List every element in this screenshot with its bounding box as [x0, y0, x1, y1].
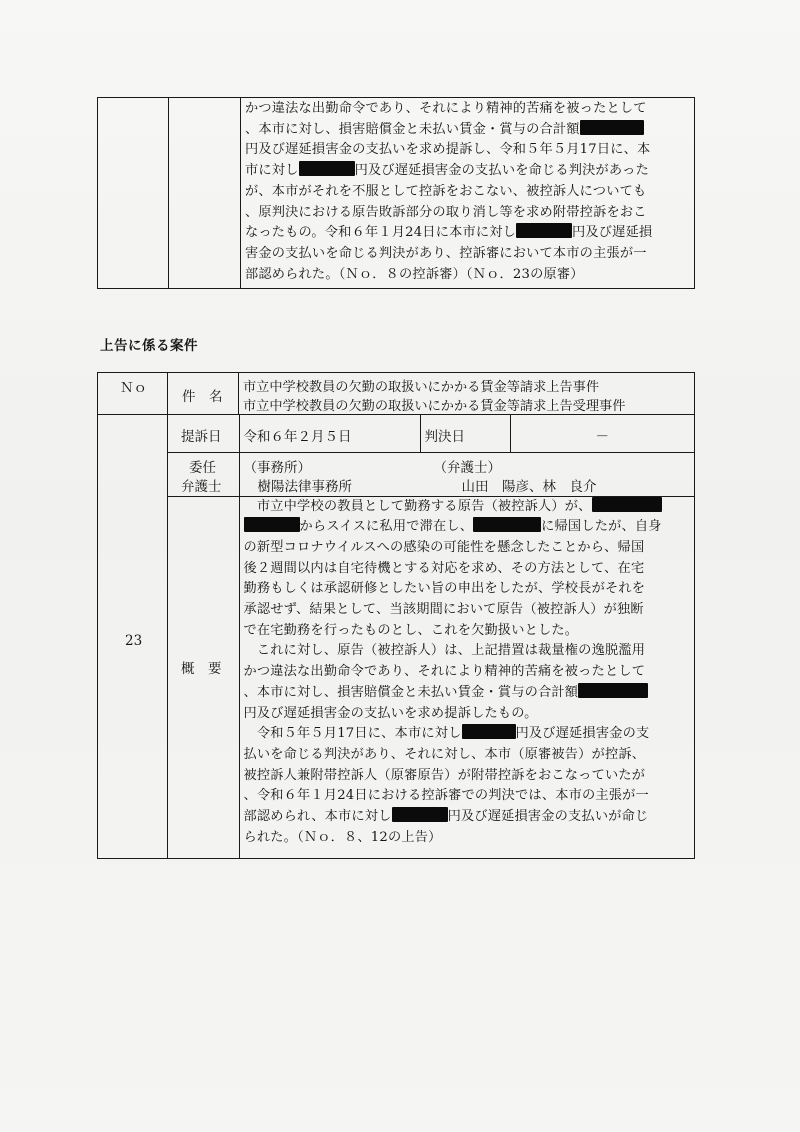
top-summary-line — [245, 265, 584, 286]
judgment-label-cell — [420, 415, 510, 452]
filing-label-cell — [168, 415, 239, 452]
case-no-cell — [98, 415, 168, 859]
summary-text-segment: 円及び遅延損害金の支払いが命じ — [447, 809, 649, 824]
lawyer-label-1: 委任 — [189, 459, 216, 476]
case-summary-line — [244, 497, 662, 518]
redaction-box — [578, 683, 648, 698]
lawyer-cell — [239, 452, 694, 496]
top-summary-line — [245, 203, 647, 224]
case-summary-line — [244, 600, 644, 621]
case-summary-line — [244, 579, 646, 600]
case-name-2: 市立中学校教員の欠勤の取扱いにかかる賃金等請求上告受理事件 — [243, 399, 626, 414]
case-summary-line — [244, 641, 646, 662]
top-summary-line — [245, 244, 647, 265]
top-table — [97, 97, 695, 289]
redaction-box — [516, 223, 572, 238]
case-summary-line — [244, 766, 646, 787]
case-table — [97, 372, 695, 859]
redaction-box — [299, 161, 355, 176]
top-summary-line — [245, 99, 647, 120]
summary-cell — [239, 496, 694, 858]
summary-text-segment: からスイスに私用で滞在し、 — [299, 519, 474, 535]
filing-label: 提訴日 — [181, 429, 222, 445]
summary-text-segment: 勤務もしくは承認研修としたい旨の申出をしたが、学校長がそれを — [243, 581, 646, 597]
summary-label-cell — [168, 496, 239, 858]
summary-text-segment: 払いを命じる判決があり、それに対し、本市（原審被告）が控訴、 — [243, 746, 646, 762]
case-summary-line — [244, 807, 649, 828]
office-name: 樹陽法律事務所 — [257, 478, 352, 495]
summary-text-segment: 、本市に対し、損害賠償金と未払い賃金・賞与の合計額 — [243, 684, 579, 700]
summary-text-segment: 害金の支払いを命じる判決があり、控訴審において本市の主張が一 — [245, 245, 647, 261]
summary-text-segment: 令和５年５月17日に、本市に対し — [243, 726, 462, 742]
summary-text-segment: 、原判決における原告敗訴部分の取り消し等を求め附帯控訴をおこ — [245, 204, 647, 220]
case-name-1: 市立中学校教員の欠勤の取扱いにかかる賃金等請求上告事件 — [243, 380, 600, 395]
case-name-label-cell — [168, 373, 239, 415]
no-header: Ｎｏ — [120, 380, 147, 396]
judgment-date: － — [595, 429, 609, 445]
lawyer-label-2: 弁護士 — [181, 478, 222, 495]
summary-text-segment: 、本市に対し、損害賠償金と未払い賃金・賞与の合計額 — [245, 121, 580, 137]
case-summary-line — [244, 786, 649, 807]
case-summary-line — [244, 559, 645, 580]
summary-text-segment: 円及び遅延損害金の支払いを命じる判決があった — [354, 163, 649, 179]
top-table-summary-cell — [241, 98, 695, 289]
summary-text-segment: られた。（Ｎｏ．８、12の上告） — [243, 829, 442, 845]
section-title: 上告に係る案件 — [100, 338, 198, 354]
summary-text-segment: かつ違法な出勤命令であり、それにより精神的苦痛を被ったとして — [243, 664, 646, 680]
judgment-label: 判決日 — [424, 429, 465, 445]
top-summary-line — [245, 120, 644, 141]
case-summary-line — [244, 828, 442, 849]
case-name-cell — [239, 373, 695, 415]
case-detail-table — [168, 415, 694, 858]
summary-text-segment: 部認められた。（Ｎｏ．８の控訴審）（Ｎｏ．23の原審） — [245, 266, 584, 282]
redaction-box — [473, 517, 541, 532]
lawyer-header: （弁護士） — [433, 459, 501, 476]
summary-text-segment: なったもの。令和６年１月24日に本市に対し — [245, 225, 517, 241]
filing-date-cell — [239, 415, 420, 452]
case-summary-line — [244, 538, 645, 559]
summary-text-segment: 円及び遅延損害金の支払いを求め提訴したもの。 — [243, 705, 538, 721]
case-name-label: 件 名 — [182, 389, 223, 405]
summary-text-segment: かつ違法な出勤命令であり、それにより精神的苦痛を被ったとして — [245, 101, 647, 116]
top-table-label-cell — [169, 98, 241, 289]
office-header: （事務所） — [243, 459, 311, 476]
case-summary-line — [244, 704, 538, 725]
top-table-no-cell — [98, 98, 169, 289]
summary-text-segment: 部認められ、本市に対し — [243, 809, 392, 824]
summary-text-segment: 市立中学校の教員として勤務する原告（被控訴人）が、 — [243, 498, 592, 514]
case-detail-cell — [168, 415, 695, 859]
case-summary-line — [244, 745, 646, 766]
case-summary-line — [244, 662, 646, 683]
case-summary-line — [244, 724, 650, 745]
top-summary-line — [245, 182, 646, 203]
judgment-date-cell — [510, 415, 694, 452]
summary-text-segment: 市に対し — [245, 163, 299, 179]
top-summary-line — [245, 140, 650, 161]
summary-text-segment: で在宅勤務を行ったものとし、これを欠勤扱いとした。 — [243, 622, 579, 638]
redaction-box — [462, 724, 516, 739]
summary-text-segment: 、令和６年１月24日における控訴審での判決では、本市の主張が一 — [243, 788, 649, 804]
case-no: 23 — [125, 633, 143, 649]
redaction-box — [244, 517, 300, 532]
summary-label: 概 要 — [181, 660, 222, 677]
summary-text-segment: 後２週間以内は自宅待機とする対応を求め、その方法として、在宅 — [243, 560, 645, 576]
summary-text-segment: に帰国したが、自身 — [541, 519, 662, 535]
summary-text-segment: 円及び遅延損害金の支払いを求め提訴し、令和５年５月17日に、本 — [245, 142, 651, 158]
summary-text-segment: これに対し、原告（被控訴人）は、上記措置は裁量権の逸脱濫用 — [243, 643, 646, 659]
no-header-cell — [98, 373, 168, 415]
redaction-box — [580, 120, 644, 135]
summary-text-segment: が、本市がそれを不服として控訴をおこない、被控訴人についても — [245, 183, 647, 199]
redaction-box — [592, 497, 662, 512]
summary-text-segment: 円及び遅延損害金の支 — [515, 726, 650, 742]
filing-date: 令和６年２月５日 — [243, 429, 352, 445]
redaction-box — [392, 807, 448, 822]
case-summary-line — [244, 517, 662, 538]
summary-text-segment: 承認せず、結果として、当該期間において原告（被控訴人）が独断 — [243, 602, 644, 617]
case-summary-line — [244, 621, 579, 642]
case-summary-line — [244, 683, 649, 704]
summary-text-segment: 被控訴人兼附帯控訴人（原審原告）が附帯控訴をおこなっていたが — [243, 767, 646, 783]
summary-text-segment: の新型コロナウイルスへの感染の可能性を懸念したことから、帰国 — [243, 539, 645, 555]
top-summary-line — [245, 161, 649, 182]
summary-text-segment: 円及び遅延損 — [572, 225, 653, 241]
lawyer-names: 山田 陽彦、林 良介 — [461, 478, 597, 495]
top-summary-line — [245, 223, 652, 244]
lawyer-label-cell — [168, 452, 239, 496]
